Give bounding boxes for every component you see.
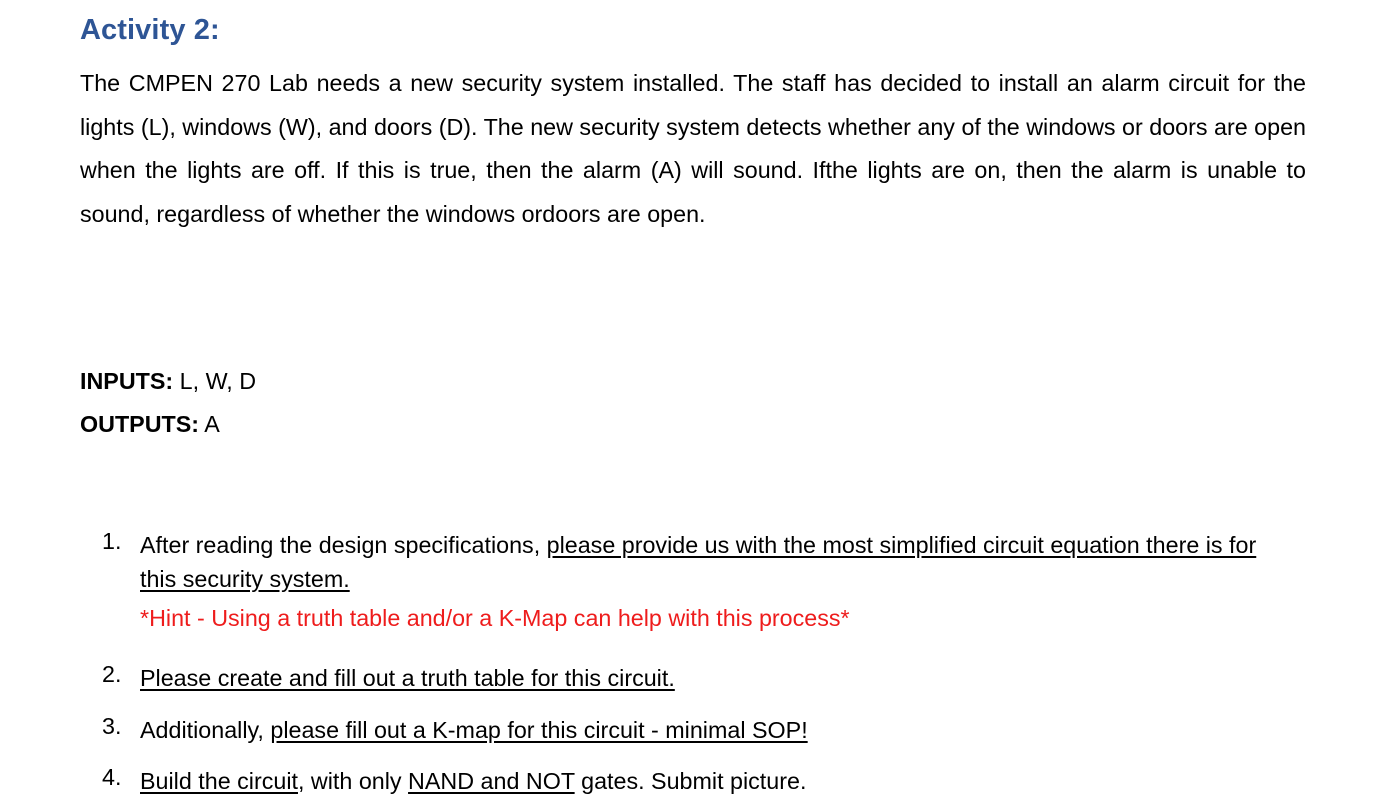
hint-text: *Hint - Using a truth table and/or a K-Map can help with this process* (140, 605, 850, 631)
task-number: 4. (102, 764, 122, 790)
task-number: 2. (102, 661, 122, 687)
inputs-line (80, 366, 256, 396)
activity-heading: Activity 2: (80, 14, 220, 46)
task-item-4 (102, 764, 1292, 798)
inputs-label: INPUTS: (80, 368, 174, 394)
inputs-value: L, W, D (173, 368, 257, 394)
task-number: 1. (102, 528, 122, 554)
outputs-value: A (199, 411, 220, 437)
task-underlined-text: please fill out a K-map for this circuit - minimal SOP! (270, 717, 808, 743)
task-item-2 (102, 661, 1292, 695)
task-underlined-text: NAND and NOT (408, 768, 575, 794)
task-item-3 (102, 713, 1292, 747)
task-number: 3. (102, 713, 122, 739)
task-text: After reading the design specifications, (140, 532, 547, 558)
task-underlined-text: Build the circuit (140, 768, 298, 794)
task-text: , with only (297, 768, 409, 794)
outputs-label: OUTPUTS: (80, 411, 200, 437)
task-text: gates. Submit picture. (574, 768, 807, 794)
task-underlined-text: please provide us with the most simplified circuit equation there is for this security system. (140, 532, 1257, 592)
task-text: Additionally, (140, 717, 271, 743)
task-underlined-text: Please create and fill out a truth table for this circuit. (140, 665, 675, 691)
outputs-line (80, 409, 220, 439)
task-item-1 (102, 528, 1292, 596)
problem-description: The CMPEN 270 Lab needs a new security system installed. The staff has decided to install an alarm circuit for the lights (L), windows (W), and doors (D). The new security system detects whether any of the windows or doors are open when the lights are off. If this is true, then the alarm (A) will sound. Ifthe lights are on, then the alarm is unable to sound, regardless of whether the windows ordoors are open. (80, 70, 1306, 227)
